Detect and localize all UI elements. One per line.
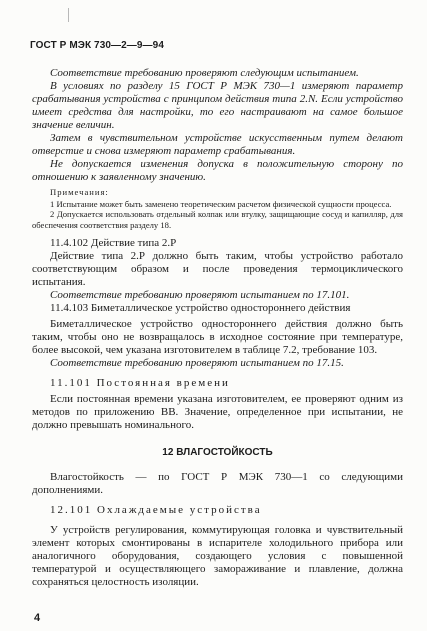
clause-title: 11.101 Постоянная времени xyxy=(50,377,230,389)
clause-body: Действие типа 2.Р должно быть таким, чтобы устройство работало соответствующим образом и после проведения термоциклического испытания. xyxy=(32,250,403,288)
clause-body: Биметаллическое устройство одностороннего действия должно быть таким, чтобы оно не возвращалось в исходное состояние при температуре, более высокой, чем указана изготовителем в таблице 7.2, требование 103. xyxy=(32,318,403,356)
clause-title: 11.4.102 Действие типа 2.Р xyxy=(50,237,177,249)
note-item: 1 Испытание может быть заменено теоретическим расчетом физической сущности процесса. xyxy=(50,198,392,209)
note-item: 2 Допускается использовать отдельный колпак или втулку, защищающие сосуд и капилляр, для обеспечения соответствия разделу 18. xyxy=(32,209,403,230)
scan-mark xyxy=(68,8,69,22)
page-header: ГОСТ Р МЭК 730—2—9—94 xyxy=(30,40,164,51)
clause-check: Соответствие требованию проверяют испытанием по 17.101. xyxy=(50,289,350,301)
paragraph: В условиях по разделу 15 ГОСТ Р МЭК 730—1 измеряют параметр срабатывания устройства с принципом действия типа 2.N. Если устройство имеет средства для настройки, то его настраивают на самое большое значение величин. xyxy=(32,80,403,131)
subclause-body: У устройств регулирования, коммутирующая головка и чувствительный элемент которых смонтированы в испарителе холодильного прибора или аналогичного оборудования, создающего условия с повышенной температурой и осуществляющего замораживание и плавление, должна сохраняться целостность изоляции. xyxy=(32,524,403,588)
clause-check: Соответствие требованию проверяют испытанием по 17.15. xyxy=(50,357,344,369)
notes-title: Примечания: xyxy=(50,187,109,197)
clause-title: 11.4.103 Биметаллическое устройство одностороннего действия xyxy=(50,302,351,314)
paragraph: Соответствие требованию проверяют следующим испытанием. xyxy=(50,67,359,79)
section-intro: Влагостойкость — по ГОСТ Р МЭК 730—1 со следующими дополнениями. xyxy=(32,471,403,496)
page-number: 4 xyxy=(34,612,41,624)
subclause-title: 12.101 Охлаждаемые устройства xyxy=(50,504,262,516)
section-heading: 12 ВЛАГОСТОЙКОСТЬ xyxy=(162,447,273,458)
notes-block xyxy=(32,187,403,230)
paragraph: Не допускается изменения допуска в положительную сторону по отношению к заявленному значению. xyxy=(32,158,403,183)
clause-body: Если постоянная времени указана изготовителем, ее проверяют одним из методов по приложению ВВ. Значение, определенное при испытании, не должно превышать номинального. xyxy=(32,393,403,431)
paragraph: Затем в чувствительном устройстве искусственным путем делают отверстие и снова измеряют параметр срабатывания. xyxy=(32,132,403,157)
